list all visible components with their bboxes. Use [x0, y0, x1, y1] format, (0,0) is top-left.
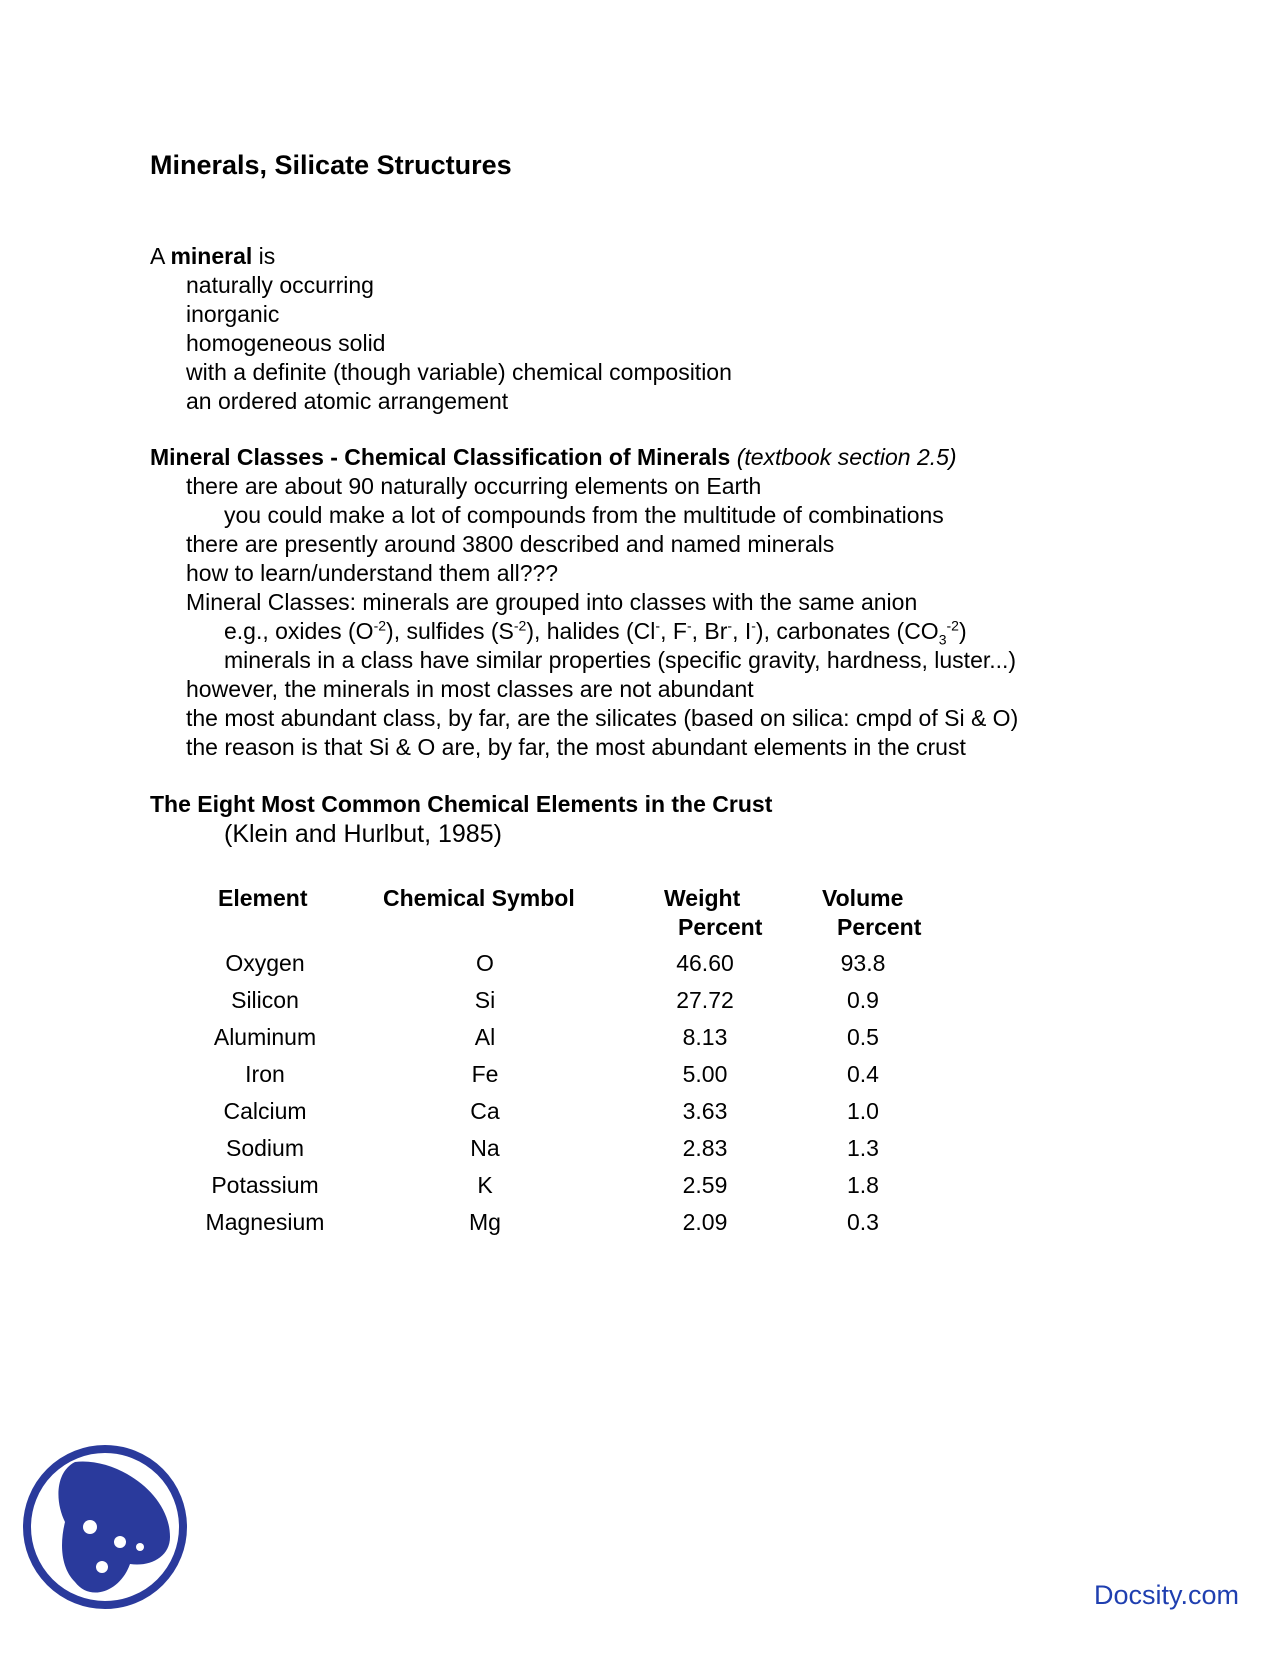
definition-item: inorganic: [186, 301, 280, 327]
definition-term: mineral: [170, 243, 253, 269]
table-cell-weight: 46.60: [676, 950, 734, 976]
table-cell-volume: 93.8: [840, 950, 886, 976]
table-cell-weight: 27.72: [676, 987, 734, 1013]
classes-line: the most abundant class, by far, are the silicates (based on silica: cmpd of Si & O): [186, 705, 1019, 731]
table-cell-element: Sodium: [226, 1135, 304, 1161]
elements-heading: The Eight Most Common Chemical Elements in the Crust: [150, 791, 773, 817]
classes-line: minerals in a class have similar properties (specific gravity, hardness, luster...): [224, 647, 1017, 673]
table-cell-symbol: O: [476, 950, 494, 976]
table-cell-element: Calcium: [223, 1098, 307, 1124]
table-cell-volume: 1.0: [847, 1098, 879, 1124]
definition-item: naturally occurring: [186, 272, 374, 298]
classes-line: Mineral Classes: minerals are grouped into classes with the same anion: [186, 589, 918, 615]
table-cell-symbol: Mg: [469, 1209, 501, 1235]
table-cell-volume: 0.3: [847, 1209, 879, 1235]
table-cell-symbol: Fe: [471, 1061, 499, 1087]
header-volume: Volume: [822, 885, 904, 911]
table-cell-weight: 2.59: [682, 1172, 728, 1198]
table-cell-volume: 0.9: [847, 987, 879, 1013]
table-cell-volume: 0.5: [847, 1024, 879, 1050]
header-weight-percent: Percent: [678, 914, 763, 940]
classes-line: you could make a lot of compounds from the multitude of combinations: [224, 502, 944, 528]
table-cell-symbol: Al: [474, 1024, 496, 1050]
classes-line: how to learn/understand them all???: [186, 560, 559, 586]
docsity-logo-icon: [20, 1442, 190, 1612]
table-cell-volume: 1.3: [847, 1135, 879, 1161]
classes-reference: (textbook section 2.5): [736, 444, 957, 470]
docsity-link[interactable]: Docsity.com: [1094, 1580, 1240, 1610]
classes-line: the reason is that Si & O are, by far, the most abundant elements in the crust: [186, 734, 966, 760]
classes-line: there are about 90 naturally occurring elements on Earth: [186, 473, 762, 499]
table-cell-symbol: Si: [474, 987, 496, 1013]
table-cell-weight: 3.63: [682, 1098, 728, 1124]
table-cell-volume: 0.4: [847, 1061, 879, 1087]
header-element: Element: [218, 885, 308, 911]
anion-examples: e.g., oxides $(O^{-2})$, sulfides $(S^{-2})$, halides (Cl-, F-, Br-, I-), carbonates $(CO_3^{-2})$: [224, 617, 967, 648]
elements-citation: (Klein and Hurlbut, 1985): [224, 820, 502, 848]
table-cell-weight: 5.00: [682, 1061, 728, 1087]
table-cell-symbol: K: [477, 1172, 493, 1198]
classes-heading: Mineral Classes - Chemical Classification of Minerals (textbook section 2.5): [150, 444, 957, 470]
table-cell-symbol: Ca: [470, 1098, 500, 1124]
page-title: Minerals, Silicate Structures: [150, 150, 512, 180]
table-cell-element: Aluminum: [213, 1024, 317, 1050]
definition-item: with a definite (though variable) chemical composition: [186, 359, 732, 385]
table-cell-element: Iron: [245, 1061, 285, 1087]
definition-item: an ordered atomic arrangement: [186, 388, 509, 414]
definition-line: A mineral is: [150, 243, 276, 269]
table-cell-element: Potassium: [211, 1172, 319, 1198]
table-cell-volume: 1.8: [847, 1172, 879, 1198]
classes-line: however, the minerals in most classes are not abundant: [186, 676, 754, 702]
table-cell-element: Silicon: [231, 987, 299, 1013]
table-cell-weight: 2.83: [682, 1135, 728, 1161]
definition-item: homogeneous solid: [186, 330, 386, 356]
header-weight: Weight: [664, 885, 741, 911]
table-cell-element: Oxygen: [225, 950, 305, 976]
header-volume-percent: Percent: [837, 914, 922, 940]
table-cell-element: Magnesium: [205, 1209, 325, 1235]
table-cell-symbol: Na: [470, 1135, 500, 1161]
table-cell-weight: 2.09: [682, 1209, 728, 1235]
table-cell-weight: 8.13: [682, 1024, 728, 1050]
classes-line: there are presently around 3800 described and named minerals: [186, 531, 835, 557]
header-symbol: Chemical Symbol: [383, 885, 575, 911]
